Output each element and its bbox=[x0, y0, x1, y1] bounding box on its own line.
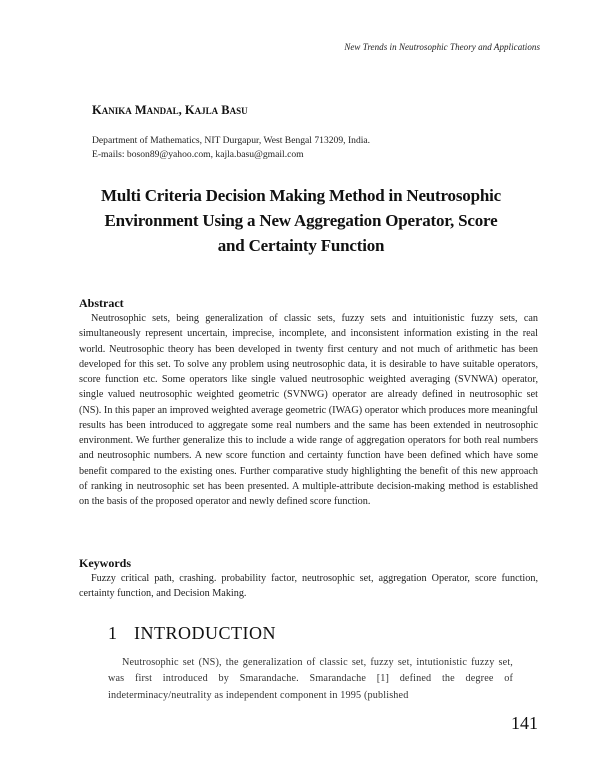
keywords-text: Fuzzy critical path, crashing. probability factor, neutrosophic set, aggregation Operator, score function, certainty function, and Decision Making. bbox=[79, 573, 538, 600]
paper-title bbox=[60, 183, 542, 258]
title-line-1: Multi Criteria Decision Making Method in Neutrosophic bbox=[101, 186, 501, 205]
affiliation-emails: E-mails: boson89@yahoo.com, kajla.basu@gmail.com bbox=[92, 149, 304, 160]
introduction-text: Neutrosophic set (NS), the generalization of classic set, fuzzy set, intutionistic fuzzy set, was first introduced by Smarandache. Smarandache [1] defined the degree of indeterminacy/neutrality as independent component in 1995 (published bbox=[108, 657, 513, 701]
section-number: 1 bbox=[108, 623, 118, 643]
abstract-text: Neutrosophic sets, being generalization of classic sets, fuzzy sets and intuitionistic fuzzy sets, can simultaneously represent uncertain, imprecise, incomplete, and inconsistent information existing in the real world. Neutrosophic theory has been developed in twenty first century and not much of arithmetic has been developed for this set. To solve any problem using neutrosophic data, it is desirable to have suitable operators, score function etc. Some operators like single valued neutrosophic weighted averaging (SVNWA) operator, single valued neutrosophic weighted geometric (SVNWG) operator are already defined in neutrosophic set (NS). In this paper an improved weighted average geometric (IWAG) operator which produces more meaningful results has been introduced to aggregate some real numbers and the same has been extended in neutrosophic environment. We further generalize this to include a wide range of aggregation operators for both real numbers and neutrosophic numbers. A new score function and certainty function have been defined which have some benefit compared to the existing ones. Further comparative study highlighting the benefit of this new approach of ranking in neutrosophic set has been presented. A multiple-attribute decision-making method is established on the basis of the proposed operator and newly defined score function. bbox=[79, 313, 538, 507]
keywords-body bbox=[79, 571, 538, 602]
abstract-body bbox=[79, 311, 538, 509]
keywords-heading: Keywords bbox=[79, 556, 131, 570]
affiliation-department: Department of Mathematics, NIT Durgapur, West Bengal 713209, India. bbox=[92, 135, 371, 146]
title-line-2: Environment Using a New Aggregation Operator, Score bbox=[104, 211, 498, 230]
introduction-body bbox=[108, 655, 513, 704]
abstract-heading: Abstract bbox=[79, 296, 124, 310]
title-line-3: and Certainty Function bbox=[217, 236, 385, 255]
running-head: New Trends in Neutrosophic Theory and Applications bbox=[344, 42, 540, 52]
author-names: Kanika Mandal, Kajla Basu bbox=[92, 103, 248, 117]
section-title: INTRODUCTION bbox=[134, 623, 276, 643]
author-affiliation bbox=[92, 134, 370, 162]
page-number: 141 bbox=[511, 713, 538, 733]
section-heading bbox=[108, 623, 276, 644]
